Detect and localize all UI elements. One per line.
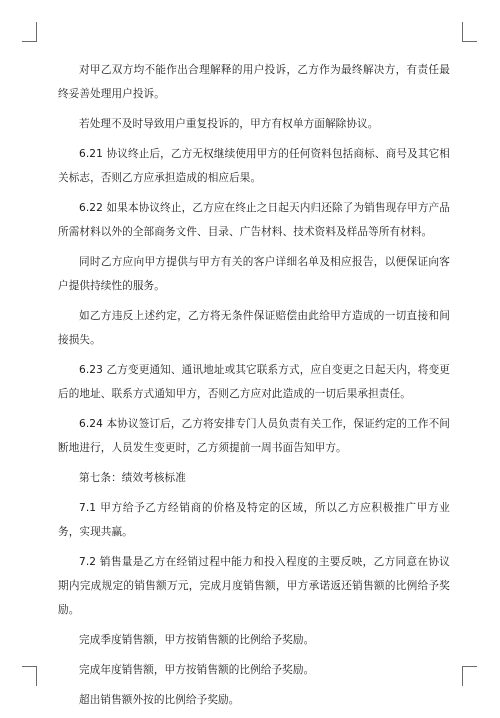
- crop-mark-bottom-left-v: [36, 666, 37, 686]
- crop-mark-bottom-left-h: [22, 666, 37, 667]
- paragraph: 7.2 销售量是乙方在经销过程中能力和投入程度的主要反映，乙方同意在协议期内完成规定的销售额万元，完成月度销售额，甲方承诺返还销售额的比例给予奖励。: [58, 556, 450, 616]
- crop-mark-top-left-v: [36, 22, 37, 42]
- paragraph: 如乙方违反上述约定，乙方将无条件保证赔偿由此给甲方造成的一切直接和间接损失。: [58, 310, 450, 346]
- paragraph: 7.1 甲方给予乙方经销商的价格及特定的区域，所以乙方应积极推广甲方业务，实现共赢。: [58, 502, 450, 538]
- paragraph: 完成年度销售额，甲方按销售额的比例给予奖励。: [79, 664, 315, 676]
- paragraph: 超出销售额外按的比例给予奖励。: [79, 694, 240, 706]
- crop-mark-top-right-h: [462, 41, 477, 42]
- paragraph: 6.24 本协议签订后，乙方将安排专门人员负责有关工作，保证约定的工作不间断地进行，人员发生变更时，乙方须提前一周书面告知甲方。: [58, 418, 450, 454]
- document-body: [58, 58, 450, 718]
- crop-mark-top-left-h: [22, 41, 37, 42]
- crop-mark-bottom-right-h: [462, 666, 477, 667]
- paragraph: 6.21 协议终止后，乙方无权继续使用甲方的任何资料包括商标、商号及其它相关标志，否则乙方应承担造成的相应后果。: [58, 148, 450, 184]
- paragraph: 对甲乙双方均不能作出合理解释的用户投诉，乙方作为最终解决方，有责任最终妥善处理用户投诉。: [58, 64, 450, 100]
- paragraph: 完成季度销售额，甲方按销售额的比例给予奖励。: [79, 634, 315, 646]
- paragraph: 同时乙方应向甲方提供与甲方有关的客户详细名单及相应报告，以便保证向客户提供持续性的服务。: [58, 256, 450, 292]
- crop-mark-bottom-right-v: [462, 666, 463, 686]
- paragraph: 若处理不及时导致用户重复投诉的，甲方有权单方面解除协议。: [79, 118, 379, 130]
- paragraph: 6.22 如果本协议终止，乙方应在终止之日起天内归还除了为销售现存甲方产品所需材料以外的全部商务文件、目录、广告材料、技术资料及样品等所有材料。: [58, 202, 450, 238]
- crop-mark-top-right-v: [462, 22, 463, 42]
- paragraph: 6.23 乙方变更通知、通讯地址或其它联系方式，应自变更之日起天内，将变更后的地址、联系方式通知甲方，否则乙方应对此造成的一切后果承担责任。: [58, 364, 450, 400]
- section-heading: 第七条：绩效考核标准: [79, 472, 186, 484]
